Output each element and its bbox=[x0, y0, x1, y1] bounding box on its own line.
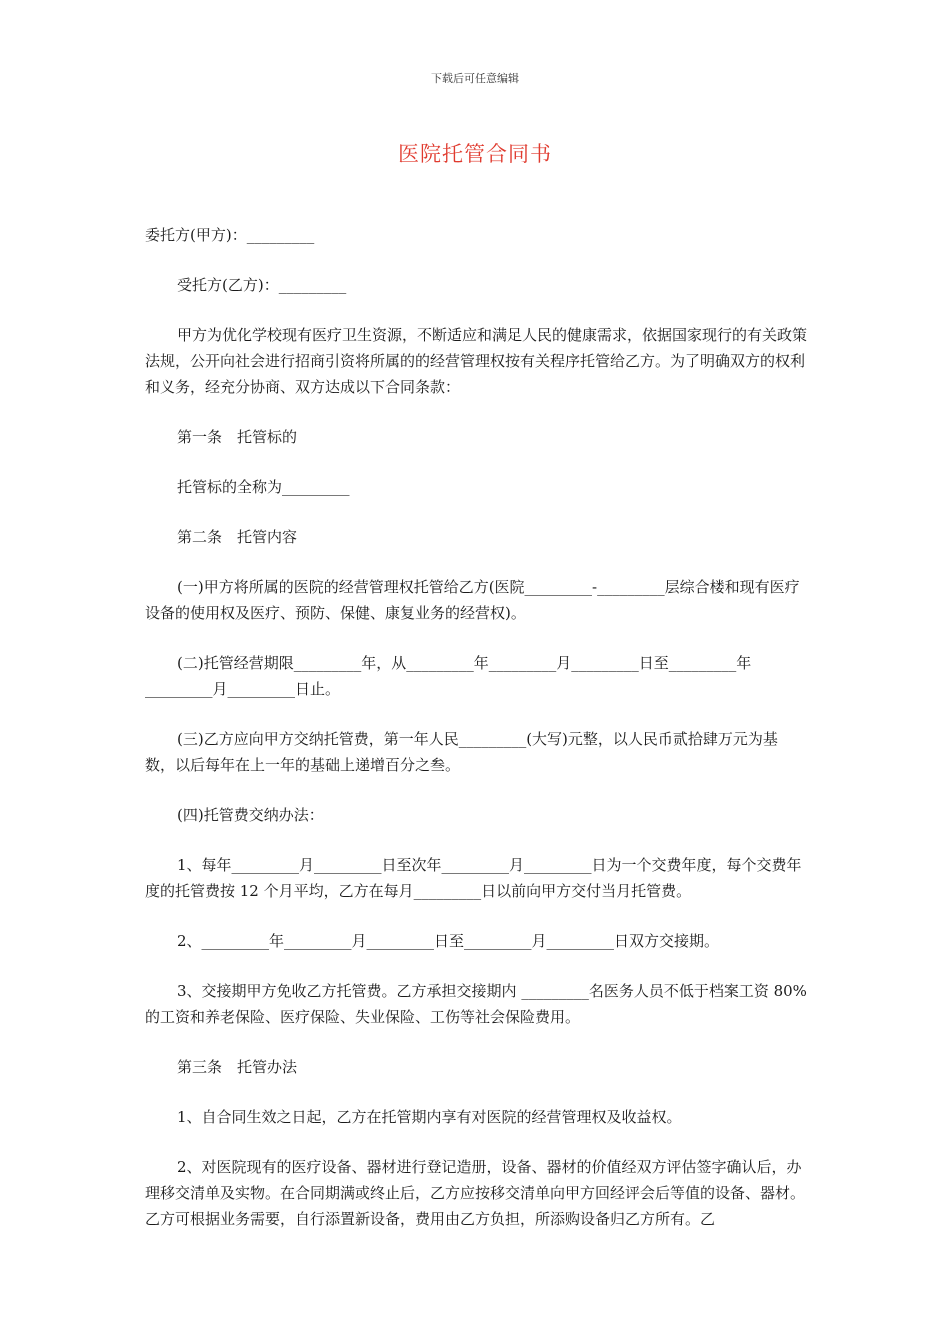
payment-clause-1: 1、每年_________月_________日至次年_________月_________日为一个交费年度，每个交费年度的托管费按 12 个月平均，乙方在每月_________日以前向甲方交付当月托管费。 bbox=[145, 856, 802, 900]
article-1-subject: 托管标的全称为_________ bbox=[177, 478, 350, 496]
document-body bbox=[145, 222, 807, 1232]
article-2-item-3: (三)乙方应向甲方交纳托管费，第一年人民_________(大写)元整，以人民币贰拾肆万元为基数，以后每年在上一年的基础上递增百分之叁。 bbox=[145, 730, 778, 774]
article-3-clause-1: 1、自合同生效之日起，乙方在托管期内享有对医院的经营管理权及收益权。 bbox=[177, 1108, 682, 1126]
preamble-paragraph: 甲方为优化学校现有医疗卫生资源，不断适应和满足人民的健康需求，依据国家现行的有关政策法规，公开向社会进行招商引资将所属的的经营管理权按有关程序托管给乙方。为了明确双方的权利和义务，经充分协商、双方达成以下合同条款： bbox=[145, 326, 808, 396]
party-b-line: 受托方(乙方)：_________ bbox=[177, 276, 347, 294]
article-1-heading: 第一条 托管标的 bbox=[177, 428, 298, 446]
article-2-heading: 第二条 托管内容 bbox=[177, 528, 298, 546]
article-2-item-4: (四)托管费交纳办法： bbox=[177, 806, 324, 824]
payment-clause-3: 3、交接期甲方免收乙方托管费。乙方承担交接期内 _________名医务人员不低于档案工资 80%的工资和养老保险、医疗保险、失业保险、工伤等社会保险费用。 bbox=[145, 982, 807, 1026]
article-2-item-2: (二)托管经营期限_________年，从_________年_________月_________日至_________年_________月_________日止。 bbox=[145, 654, 752, 698]
article-2-item-1: (一)甲方将所属的医院的经营管理权托管给乙方(医院_________-_________层综合楼和现有医疗设备的使用权及医疗、预防、保健、康复业务的经营权)。 bbox=[145, 578, 800, 622]
document-title: 医院托管合同书 bbox=[398, 142, 552, 166]
payment-clause-2: 2、_________年_________月_________日至_________月_________日双方交接期。 bbox=[177, 932, 720, 950]
party-a-line: 委托方(甲方)：_________ bbox=[145, 226, 315, 244]
header-note: 下载后可任意编辑 bbox=[431, 72, 519, 85]
article-3-heading: 第三条 托管办法 bbox=[177, 1058, 298, 1076]
article-3-clause-2: 2、对医院现有的医疗设备、器材进行登记造册，设备、器材的价值经双方评估签字确认后，办理移交清单及实物。在合同期满或终止后，乙方应按移交清单向甲方回经评会后等值的设备、器材。乙方可根据业务需要，自行添置新设备，费用由乙方负担，所添购设备归乙方所有。乙 bbox=[145, 1158, 806, 1228]
